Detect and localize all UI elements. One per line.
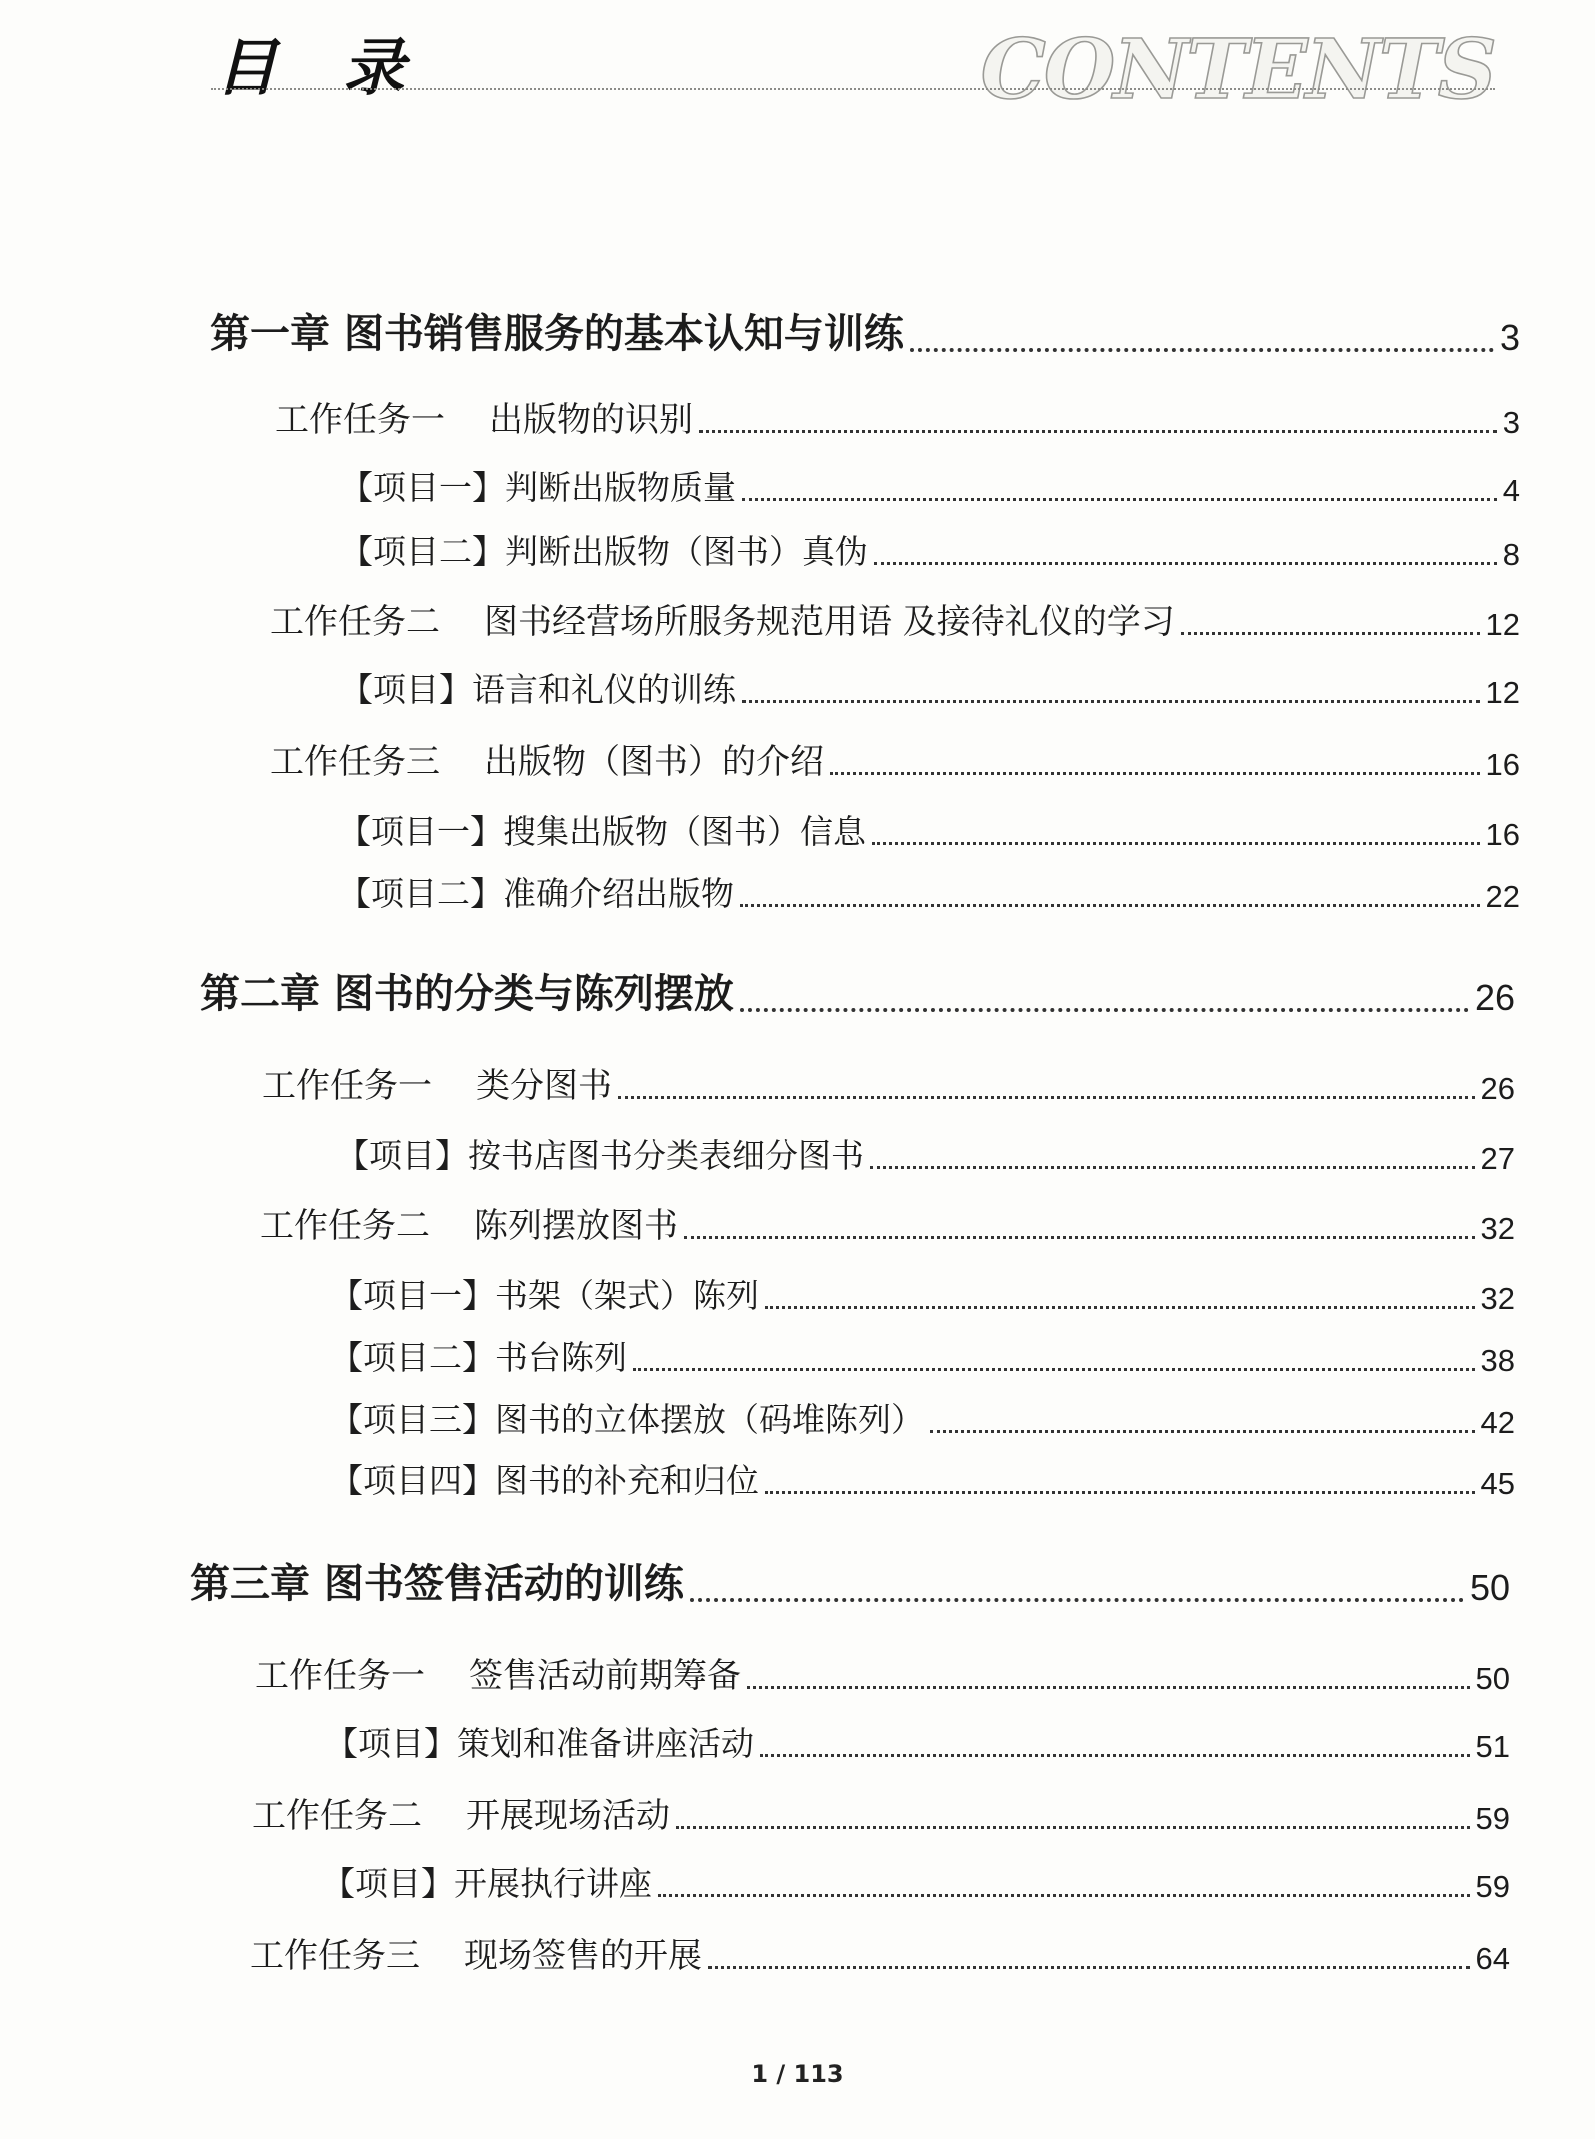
toc-chapter-2[interactable] [200, 962, 1515, 1019]
leader-dots [676, 1826, 1470, 1829]
toc-page-number: 32 [1480, 1281, 1515, 1316]
toc-entry-label: 【项目二】书台陈列 [330, 1338, 627, 1377]
toc-entry-label: 【项目三】图书的立体摆放（码堆陈列） [330, 1400, 924, 1439]
toc-entry-label: 工作任务一 签售活动前期筹备 [255, 1656, 741, 1696]
toc-item[interactable] [340, 526, 1520, 573]
leader-dots [618, 1096, 1475, 1099]
leader-dots [747, 1686, 1470, 1689]
leader-dots [910, 348, 1494, 352]
leader-dots [633, 1368, 1475, 1371]
toc-entry-label: 工作任务一 类分图书 [262, 1066, 612, 1106]
toc-entry-label: 工作任务一 出版物的识别 [275, 400, 693, 440]
leader-dots [760, 1754, 1470, 1757]
toc-page-number: 3 [1502, 405, 1520, 440]
toc-item[interactable] [330, 1394, 1515, 1441]
leader-dots [742, 498, 1497, 501]
toc-entry-label: 第三章 图书签售活动的训练 [190, 1561, 684, 1607]
toc-entry-label: 【项目二】判断出版物（图书）真伪 [340, 532, 868, 571]
toc-page-number: 64 [1475, 1941, 1510, 1976]
leader-dots [708, 1966, 1470, 1969]
toc-page-number: 27 [1480, 1141, 1515, 1176]
toc-task[interactable] [260, 1198, 1515, 1247]
toc-chapter-1[interactable] [210, 302, 1520, 359]
leader-dots [740, 1008, 1469, 1012]
toc-page-number: 59 [1475, 1801, 1510, 1836]
toc-page-number: 50 [1469, 1567, 1510, 1608]
toc-chapter-3[interactable] [190, 1552, 1510, 1609]
toc-page-number: 26 [1474, 977, 1515, 1018]
leader-dots [699, 430, 1497, 433]
page-indicator: 1 / 113 [751, 2060, 844, 2088]
leader-dots [742, 700, 1480, 703]
toc-entry-label: 工作任务二 图书经营场所服务规范用语 及接待礼仪的学习 [270, 602, 1175, 642]
leader-dots [872, 842, 1480, 845]
toc-entry-label: 【项目】语言和礼仪的训练 [340, 670, 736, 709]
toc-item[interactable] [338, 806, 1520, 853]
toc-task[interactable] [250, 1928, 1510, 1977]
toc-entry-label: 【项目】策划和准备讲座活动 [325, 1724, 754, 1763]
toc-page-number: 59 [1475, 1869, 1510, 1904]
leader-dots [870, 1166, 1475, 1169]
toc-entry-label: 【项目】按书店图书分类表细分图书 [336, 1136, 864, 1175]
toc-entry-label: 【项目四】图书的补充和归位 [330, 1461, 759, 1500]
toc-task[interactable] [270, 594, 1520, 643]
toc-page-number: 38 [1480, 1343, 1515, 1378]
toc-task[interactable] [275, 392, 1520, 441]
toc-entry-label: 【项目】开展执行讲座 [322, 1864, 652, 1903]
leader-dots [658, 1894, 1470, 1897]
toc-page-number: 3 [1499, 317, 1520, 358]
toc-task[interactable] [255, 1648, 1510, 1697]
toc-page-number: 26 [1480, 1071, 1515, 1106]
toc-page-number: 8 [1502, 537, 1520, 572]
toc-entry-label: 【项目二】准确介绍出版物 [338, 874, 734, 913]
toc-item[interactable] [338, 868, 1520, 915]
leader-dots [765, 1491, 1475, 1494]
toc-page-number: 22 [1485, 879, 1520, 914]
toc-item[interactable] [340, 664, 1520, 711]
toc-task[interactable] [252, 1788, 1510, 1837]
toc-entry-label: 工作任务三 出版物（图书）的介绍 [270, 742, 824, 782]
toc-page-number: 50 [1475, 1661, 1510, 1696]
leader-dots [690, 1598, 1464, 1602]
contents-watermark-title: CONTENTS [980, 22, 1495, 118]
toc-item[interactable] [325, 1718, 1510, 1765]
leader-dots [874, 562, 1497, 565]
toc-entry-label: 【项目一】判断出版物质量 [340, 468, 736, 507]
toc-entry-label: 【项目一】搜集出版物（图书）信息 [338, 812, 866, 851]
leader-dots [830, 772, 1480, 775]
toc-page-number: 32 [1480, 1211, 1515, 1246]
toc-task[interactable] [262, 1058, 1515, 1107]
toc-entry-label: 工作任务二 陈列摆放图书 [260, 1206, 678, 1246]
leader-dots [930, 1430, 1475, 1433]
toc-page-number: 45 [1480, 1466, 1515, 1501]
toc-entry-label: 工作任务二 开展现场活动 [252, 1796, 670, 1836]
toc-task[interactable] [270, 734, 1520, 783]
toc-item[interactable] [330, 1332, 1515, 1379]
toc-page-number: 16 [1485, 817, 1520, 852]
page-title: 目 录 [215, 31, 427, 104]
toc-entry-label: 第一章 图书销售服务的基本认知与训练 [210, 311, 904, 357]
toc-item[interactable] [322, 1858, 1510, 1905]
toc-item[interactable] [340, 462, 1520, 509]
toc-page-number: 12 [1485, 675, 1520, 710]
leader-dots [765, 1306, 1475, 1309]
leader-dots [684, 1236, 1475, 1239]
toc-page-number: 12 [1485, 607, 1520, 642]
leader-dots [1181, 632, 1480, 635]
toc-page-number: 16 [1485, 747, 1520, 782]
toc-page-number: 51 [1475, 1729, 1510, 1764]
toc-item[interactable] [336, 1130, 1515, 1177]
toc-entry-label: 【项目一】书架（架式）陈列 [330, 1276, 759, 1315]
toc-item[interactable] [330, 1270, 1515, 1317]
leader-dots [740, 904, 1480, 907]
toc-entry-label: 第二章 图书的分类与陈列摆放 [200, 971, 734, 1017]
toc-page-number: 4 [1502, 473, 1520, 508]
toc-entry-label: 工作任务三 现场签售的开展 [250, 1936, 702, 1976]
toc-item[interactable] [330, 1455, 1515, 1502]
toc-page-number: 42 [1480, 1405, 1515, 1440]
